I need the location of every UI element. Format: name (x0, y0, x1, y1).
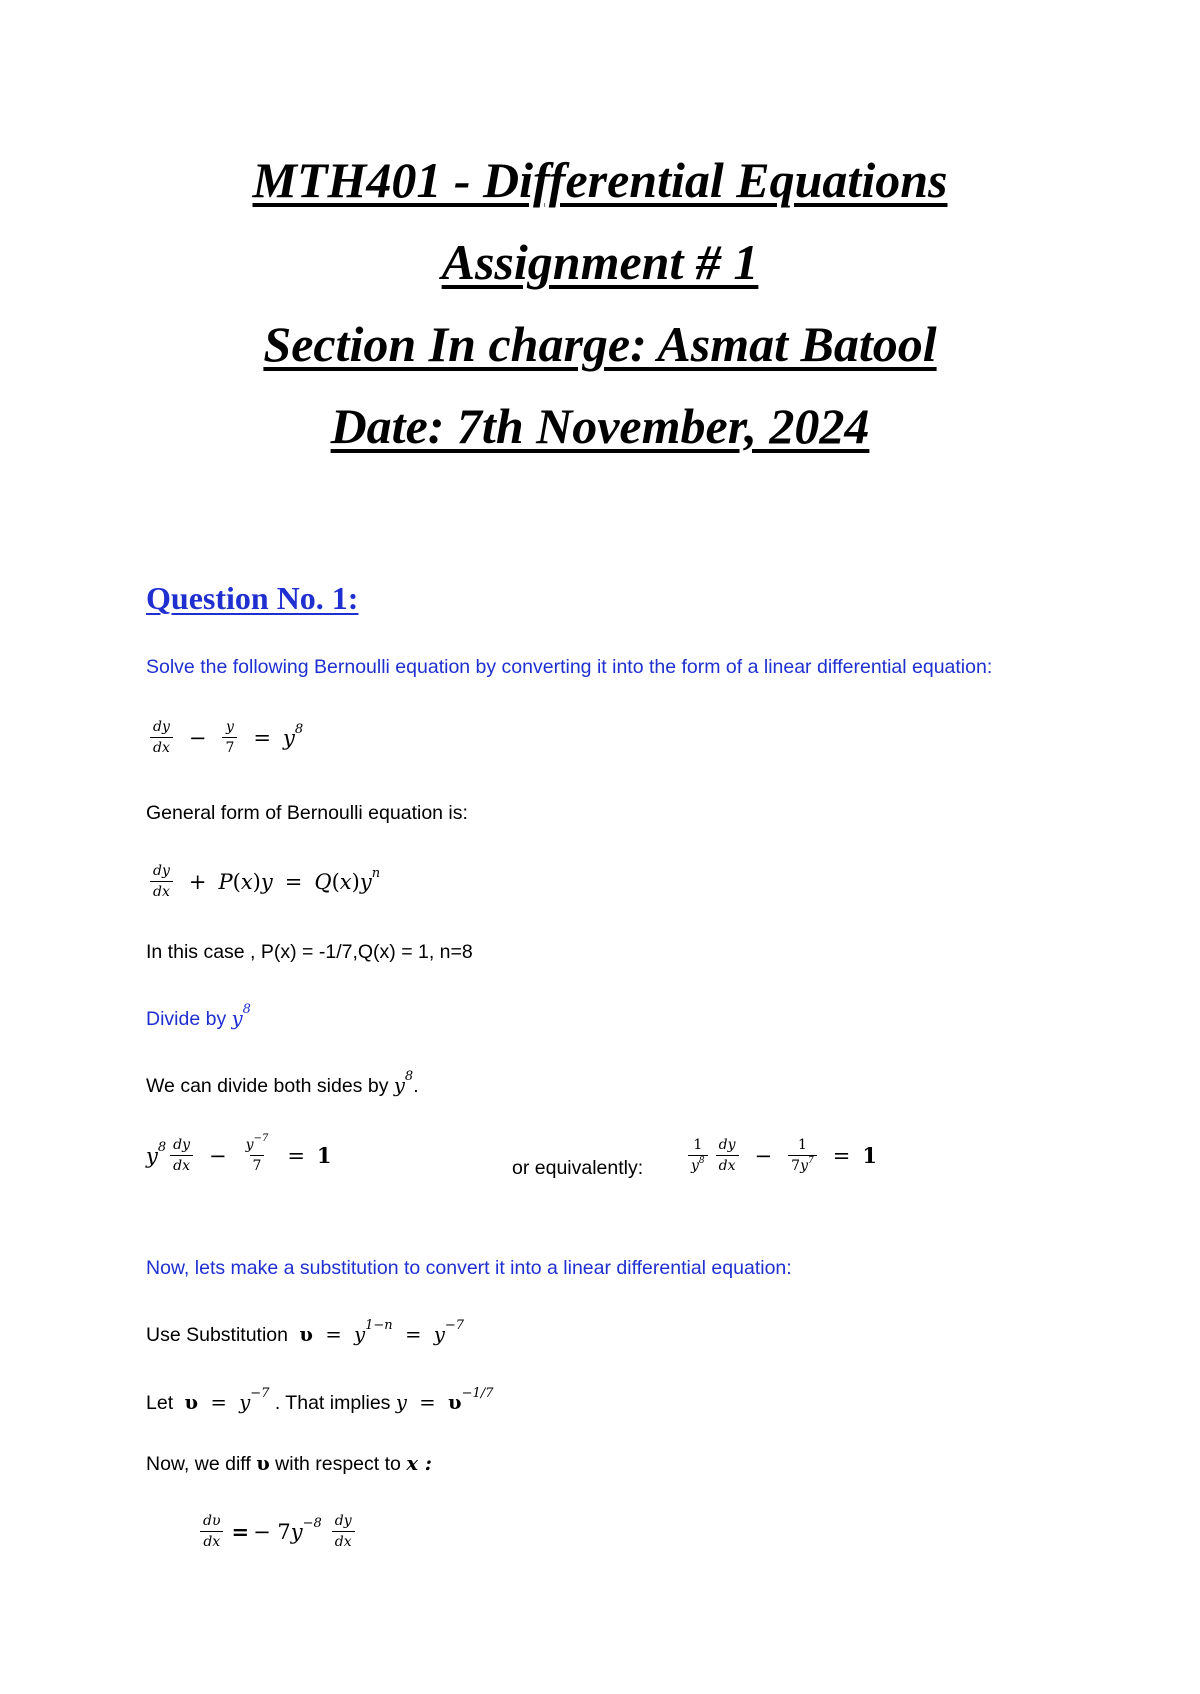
equation-bernoulli-general: $\frac{dy}{dx}$ + P(x)y = $Q(x)y^n$ (146, 862, 380, 901)
let-text: Let (146, 1392, 174, 1414)
fraction-dy-dx: $\frac{dy}{dx}$ (332, 1512, 355, 1551)
question-prompt: Solve the following Bernoulli equation by converting it into the form of a linear differential equation: (146, 656, 993, 678)
divide-heading-text: Divide by (146, 1008, 227, 1030)
equation-equivalent: $\frac{1}{y^8}$ $\frac{dy}{dx}$ − $\frac{1}{7y^7}$ = 1 (684, 1136, 877, 1175)
question-heading: Question No. 1: (146, 580, 359, 616)
use-substitution: Use Substitution $\upsilon = y^{1-n} = y^{-7}$ (146, 1318, 465, 1346)
fraction-dy-dx: $\frac{dy}{dx}$ (150, 718, 173, 757)
diff-text-b: with respect to (275, 1453, 401, 1475)
divide-text-content: We can divide both sides by (146, 1075, 389, 1097)
section-in-charge: Section In charge: Asmat Batool (263, 316, 937, 372)
fraction-dv-dx: $\frac{d\upsilon}{dx}$ (200, 1512, 223, 1551)
fraction-dy-dx: $\frac{dy}{dx}$ (150, 862, 173, 901)
case-values: In this case , P(x) = -1/7,Q(x) = 1, n=8 (146, 941, 473, 963)
diff-text-a: Now, we diff (146, 1453, 251, 1475)
fraction-y-over-7: $\frac{y}{7}$ (222, 718, 237, 757)
diff-statement: Now, we diff υ with respect to x : (146, 1452, 432, 1475)
substitution-heading: Now, lets make a substitution to convert it into a linear differential equation: (146, 1257, 792, 1279)
divide-text: We can divide both sides by $y^8$. (146, 1069, 419, 1097)
general-form-label: General form of Bernoulli equation is: (146, 802, 468, 824)
fraction-dy-dx: $\frac{dy}{dx}$ (170, 1136, 193, 1175)
or-equivalently-label: or equivalently: (512, 1157, 644, 1179)
let-substitution: Let $\upsilon = y^{-7}$ . That implies $y = \upsilon^{-1/7}$ (146, 1386, 494, 1414)
fraction-1-over-y8: $\frac{1}{y^8}$ (688, 1136, 708, 1175)
equation-divided: $y^8$ $\frac{dy}{dx}$ − $\frac{y^{-7}}{7}$ = 1 (146, 1133, 332, 1174)
equation-bernoulli-given: $\frac{dy}{dx}$ − $\frac{y}{7}$ = $y^8$ (146, 718, 303, 757)
fraction-dy-dx: $\frac{dy}{dx}$ (716, 1136, 739, 1175)
assignment-date: Date: 7th November, 2024 (330, 398, 870, 454)
fraction-1-over-7y7: $\frac{1}{7y^7}$ (788, 1136, 817, 1175)
assignment-number: Assignment # 1 (441, 234, 759, 290)
fraction-y-neg7-over-7: $\frac{y^{-7}}{7}$ (245, 1133, 269, 1174)
use-substitution-text: Use Substitution (146, 1324, 288, 1346)
that-implies-text: . That implies (274, 1392, 391, 1414)
equation-derivative: $\frac{d\upsilon}{dx}$ = − $7y^{-8}$ $\frac{dy}{dx}$ (196, 1512, 359, 1551)
document-title: MTH401 - Differential Equations (252, 152, 948, 208)
divide-heading: Divide by $y^8$ (146, 1002, 251, 1030)
